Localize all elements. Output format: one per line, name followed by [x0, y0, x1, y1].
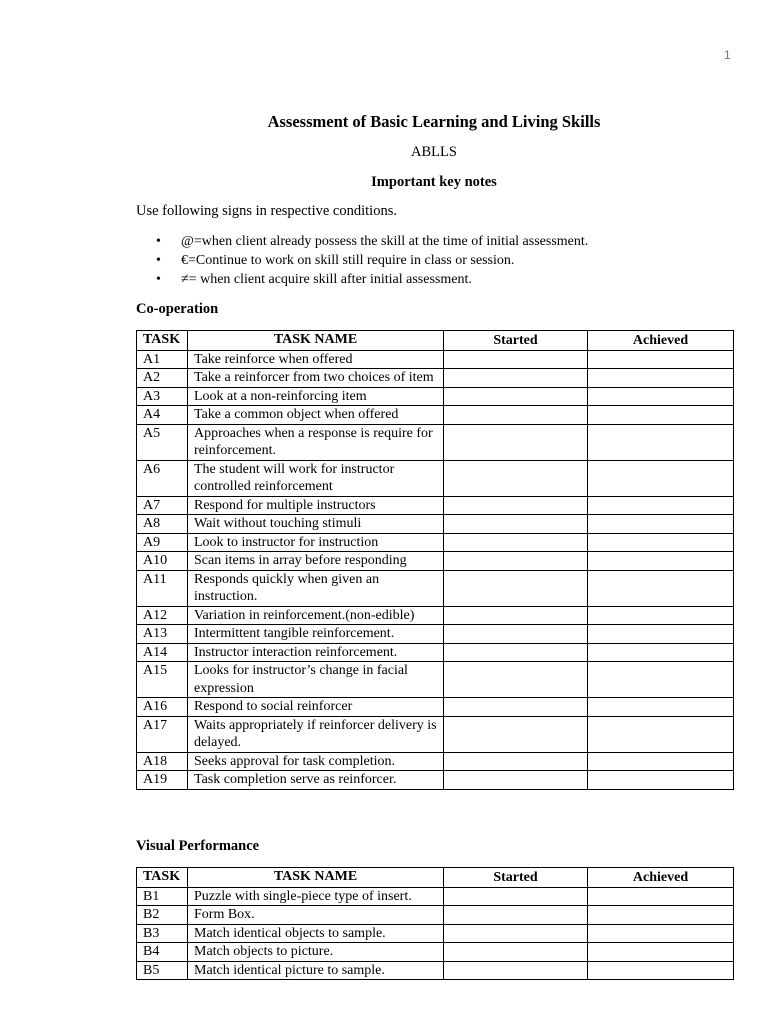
achieved-cell[interactable] [588, 643, 734, 662]
section-title-cooperation: Co-operation [136, 301, 219, 317]
table-row [137, 625, 734, 644]
column-header-achieved: Achieved [588, 331, 734, 351]
table-row [137, 350, 734, 369]
task-name-cell: Puzzle with single-piece type of insert. [188, 887, 444, 906]
table-header-row [137, 868, 734, 888]
visual-performance-table [136, 867, 734, 980]
table-row [137, 643, 734, 662]
column-header-task-name: TASK NAME [188, 868, 444, 888]
task-code-cell: A12 [137, 606, 188, 625]
note-item: • €=Continue to work on skill still require in class or session. [136, 251, 588, 270]
started-cell[interactable] [444, 924, 588, 943]
task-name-cell: Take a reinforcer from two choices of item [188, 369, 444, 388]
task-code-cell: A3 [137, 387, 188, 406]
table-row [137, 906, 734, 925]
table-row [137, 460, 734, 496]
task-code-cell: A18 [137, 752, 188, 771]
achieved-cell[interactable] [588, 570, 734, 606]
started-cell[interactable] [444, 552, 588, 571]
task-name-cell: Look at a non-reinforcing item [188, 387, 444, 406]
task-code-cell: A1 [137, 350, 188, 369]
task-name-cell: Form Box. [188, 906, 444, 925]
task-name-cell: Respond for multiple instructors [188, 496, 444, 515]
task-name-cell: Intermittent tangible reinforcement. [188, 625, 444, 644]
started-cell[interactable] [444, 625, 588, 644]
task-code-cell: A13 [137, 625, 188, 644]
achieved-cell[interactable] [588, 771, 734, 790]
task-name-cell: Scan items in array before responding [188, 552, 444, 571]
started-cell[interactable] [444, 406, 588, 425]
column-header-achieved: Achieved [588, 868, 734, 888]
task-name-cell: Waits appropriately if reinforcer delivery is delayed. [188, 716, 444, 752]
achieved-cell[interactable] [588, 662, 734, 698]
task-name-cell: Wait without touching stimuli [188, 515, 444, 534]
started-cell[interactable] [444, 460, 588, 496]
started-cell[interactable] [444, 424, 588, 460]
started-cell[interactable] [444, 716, 588, 752]
column-header-task: TASK [137, 868, 188, 888]
document-subtitle: ABLLS [411, 144, 457, 160]
task-code-cell: A15 [137, 662, 188, 698]
key-notes-heading: Important key notes [371, 174, 497, 190]
achieved-cell[interactable] [588, 961, 734, 980]
started-cell[interactable] [444, 606, 588, 625]
task-name-cell: Seeks approval for task completion. [188, 752, 444, 771]
task-name-cell: Approaches when a response is require for reinforcement. [188, 424, 444, 460]
started-cell[interactable] [444, 961, 588, 980]
task-code-cell: A11 [137, 570, 188, 606]
achieved-cell[interactable] [588, 924, 734, 943]
table-row [137, 496, 734, 515]
table-row [137, 424, 734, 460]
table-row [137, 662, 734, 698]
started-cell[interactable] [444, 570, 588, 606]
task-name-cell: Take a common object when offered [188, 406, 444, 425]
table-row [137, 606, 734, 625]
note-item: • ≠= when client acquire skill after initial assessment. [136, 270, 588, 289]
table-row [137, 924, 734, 943]
achieved-cell[interactable] [588, 752, 734, 771]
table-row [137, 552, 734, 571]
started-cell[interactable] [444, 496, 588, 515]
task-code-cell: A2 [137, 369, 188, 388]
table-row [137, 698, 734, 717]
achieved-cell[interactable] [588, 716, 734, 752]
achieved-cell[interactable] [588, 496, 734, 515]
table-row [137, 716, 734, 752]
started-cell[interactable] [444, 515, 588, 534]
task-code-cell: A5 [137, 424, 188, 460]
achieved-cell[interactable] [588, 625, 734, 644]
achieved-cell[interactable] [588, 424, 734, 460]
task-code-cell: B4 [137, 943, 188, 962]
achieved-cell[interactable] [588, 515, 734, 534]
task-name-cell: Take reinforce when offered [188, 350, 444, 369]
task-code-cell: A6 [137, 460, 188, 496]
table-row [137, 887, 734, 906]
column-header-task-name: TASK NAME [188, 331, 444, 351]
document-title: Assessment of Basic Learning and Living Skills [267, 112, 601, 131]
achieved-cell[interactable] [588, 460, 734, 496]
task-name-cell: Respond to social reinforcer [188, 698, 444, 717]
page-number: 1 [724, 48, 731, 62]
intro-text: Use following signs in respective conditions. [136, 203, 397, 219]
started-cell[interactable] [444, 350, 588, 369]
cooperation-table [136, 330, 734, 790]
started-cell[interactable] [444, 887, 588, 906]
table-row [137, 369, 734, 388]
achieved-cell[interactable] [588, 943, 734, 962]
started-cell[interactable] [444, 369, 588, 388]
achieved-cell[interactable] [588, 387, 734, 406]
task-name-cell: Match identical picture to sample. [188, 961, 444, 980]
task-code-cell: A17 [137, 716, 188, 752]
achieved-cell[interactable] [588, 698, 734, 717]
task-name-cell: Look to instructor for instruction [188, 533, 444, 552]
task-code-cell: A7 [137, 496, 188, 515]
task-code-cell: B2 [137, 906, 188, 925]
task-code-cell: A10 [137, 552, 188, 571]
task-code-cell: A14 [137, 643, 188, 662]
task-code-cell: A8 [137, 515, 188, 534]
task-name-cell: Instructor interaction reinforcement. [188, 643, 444, 662]
table-row [137, 515, 734, 534]
task-code-cell: A9 [137, 533, 188, 552]
started-cell[interactable] [444, 533, 588, 552]
started-cell[interactable] [444, 662, 588, 698]
table-row [137, 406, 734, 425]
achieved-cell[interactable] [588, 906, 734, 925]
achieved-cell[interactable] [588, 533, 734, 552]
achieved-cell[interactable] [588, 406, 734, 425]
table-row [137, 752, 734, 771]
column-header-started: Started [444, 868, 588, 888]
started-cell[interactable] [444, 698, 588, 717]
table-row [137, 387, 734, 406]
column-header-task: TASK [137, 331, 188, 351]
started-cell[interactable] [444, 771, 588, 790]
task-name-cell: Match identical objects to sample. [188, 924, 444, 943]
achieved-cell[interactable] [588, 606, 734, 625]
task-code-cell: A19 [137, 771, 188, 790]
table-row [137, 943, 734, 962]
column-header-started: Started [444, 331, 588, 351]
achieved-cell[interactable] [588, 552, 734, 571]
task-name-cell: Looks for instructor’s change in facial expression [188, 662, 444, 698]
task-code-cell: B3 [137, 924, 188, 943]
started-cell[interactable] [444, 906, 588, 925]
started-cell[interactable] [444, 387, 588, 406]
task-code-cell: A4 [137, 406, 188, 425]
note-item: • @=when client already possess the skill at the time of initial assessment. [136, 232, 588, 251]
task-code-cell: B1 [137, 887, 188, 906]
started-cell[interactable] [444, 643, 588, 662]
task-name-cell: Variation in reinforcement.(non-edible) [188, 606, 444, 625]
table-row [137, 961, 734, 980]
achieved-cell[interactable] [588, 887, 734, 906]
table-row [137, 533, 734, 552]
started-cell[interactable] [444, 943, 588, 962]
task-name-cell: Responds quickly when given an instruction. [188, 570, 444, 606]
started-cell[interactable] [444, 752, 588, 771]
table-header-row [137, 331, 734, 351]
section-title-visual-performance: Visual Performance [136, 838, 260, 854]
achieved-cell[interactable] [588, 369, 734, 388]
key-notes-list [136, 232, 588, 289]
achieved-cell[interactable] [588, 350, 734, 369]
task-name-cell: Match objects to picture. [188, 943, 444, 962]
task-name-cell: The student will work for instructor controlled reinforcement [188, 460, 444, 496]
table-row [137, 570, 734, 606]
task-name-cell: Task completion serve as reinforcer. [188, 771, 444, 790]
table-row [137, 771, 734, 790]
task-code-cell: A16 [137, 698, 188, 717]
task-code-cell: B5 [137, 961, 188, 980]
